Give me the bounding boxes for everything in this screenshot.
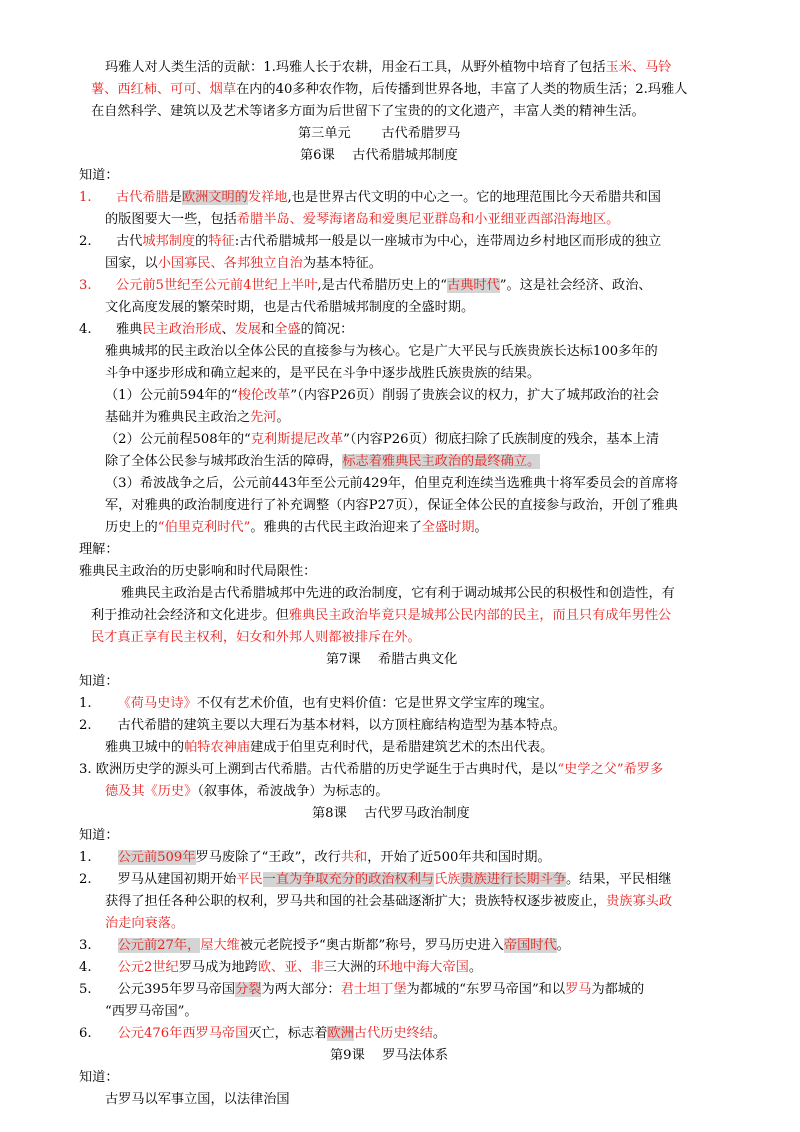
text-span: 古典时代 bbox=[447, 278, 500, 293]
text-span: 克利斯提尼改革 bbox=[250, 432, 344, 447]
l6-item1-line2 bbox=[105, 210, 619, 229]
l8-item1 bbox=[79, 848, 551, 867]
text-span: 古代 bbox=[116, 234, 143, 249]
text-span: 分裂 bbox=[235, 982, 262, 997]
text-span: 2. bbox=[79, 872, 92, 887]
text-span: 历史上的 bbox=[105, 520, 158, 535]
text-span: ”（内容P26页）彻底扫除了氏族制度的残余，基本上清 bbox=[343, 432, 660, 447]
l6-item2-line2 bbox=[105, 254, 382, 273]
l6-lijie-title: 雅典民主政治的历史影响和时代局限性： bbox=[79, 564, 317, 579]
text-span: 罗马 bbox=[565, 982, 592, 997]
text-span: 被元老院授予“奥古斯都”称号，罗马历史进入 bbox=[239, 938, 504, 953]
text-span: 不仅有艺术价值，也有史料价值：它是世界文学宝库的瑰宝。 bbox=[196, 696, 553, 711]
text-span: 和 bbox=[261, 322, 275, 337]
text-span: 公元2世纪 bbox=[117, 960, 179, 975]
l6-item4-line1 bbox=[116, 320, 353, 339]
text-span: 君士坦丁堡 bbox=[340, 982, 407, 997]
text-span: 灭亡，标志着 bbox=[248, 1026, 328, 1041]
l7-item2-sub bbox=[105, 738, 553, 757]
text-span: 公元395年罗马帝国 bbox=[117, 982, 236, 997]
text-span: 特征 bbox=[208, 234, 235, 249]
l8-item2-line1 bbox=[79, 870, 671, 889]
l6-p3-line2: 军，对雅典的政治制度进行了补充调整（内容P27页），保证全体公民的直接参与政治，开创了雅典 bbox=[105, 498, 678, 513]
text-span: 是 bbox=[168, 190, 182, 205]
text-span: 罗马废除了“王政”，改行 bbox=[195, 850, 341, 865]
text-span: 古代历史终结 bbox=[353, 1026, 433, 1041]
lesson9-zhidao: 知道： bbox=[79, 1070, 119, 1085]
l6-item4-line2: 雅典城邦的民主政治以全体公民的直接参与为核心。它是广大平民与氏族贵族长达标100多年的 bbox=[105, 344, 658, 359]
l6-p3-line3 bbox=[105, 518, 488, 537]
text-span: 为基本特征。 bbox=[302, 256, 382, 271]
text-span: 发展 bbox=[234, 322, 262, 337]
text-span: 标志着雅典民主政治的最终确立。 bbox=[342, 454, 541, 469]
text-span: “史学之父”希罗多 bbox=[557, 762, 664, 777]
text-span: 2. bbox=[79, 718, 92, 733]
text-span: 3. 欧洲历史学的源头可上溯到古代希腊。古代希腊的历史学诞生于古典时代，是以 bbox=[79, 762, 558, 777]
text-span: 获得了担任各种公职的权利，罗马共和国的社会基础逐渐扩大；贵族特权逐步被废止， bbox=[105, 894, 607, 909]
l6-item3-number: 3. bbox=[79, 278, 92, 293]
intro-crops: 玉米、马铃 bbox=[605, 60, 672, 75]
text-span: :古代希腊城邦一般是以一座城市为中心，连带周边乡村地区而形成的独立 bbox=[234, 234, 662, 249]
text-span: 利于推动社会经济和文化进步。但 bbox=[91, 608, 289, 623]
l6-item4-line3: 斗争中逐步形成和确立起来的，是平民在斗争中逐步战胜氏族贵族的结果。 bbox=[105, 366, 541, 381]
l6-lijie-line1: 雅典民主政治是古代希腊城邦中先进的政治制度，它有利于调动城邦公民的积极性和创造性，有 bbox=[121, 586, 675, 601]
l9-line1: 古罗马以军事立国，以法律治国 bbox=[105, 1092, 290, 1107]
text-span: 雅典民主政治毕竟只是城邦公民内部的民主，而且只有成年男性公 bbox=[288, 608, 672, 623]
intro-text: 玛雅人对人类生活的贡献：1.玛雅人长于农耕，用金石工具，从野外植物中培育了包括 bbox=[105, 60, 606, 75]
lesson7-zhidao: 知道： bbox=[79, 674, 119, 689]
text-span: 帕特农神庙 bbox=[184, 740, 251, 755]
text-span: 先河 bbox=[250, 410, 277, 425]
l6-lijie-line2 bbox=[91, 606, 671, 625]
text-span: ,也是世界古代文明的中心之一。它的地理范围比今天希腊共和国 bbox=[287, 190, 661, 205]
text-span: 小国寡民、各邦独立自治 bbox=[157, 256, 303, 271]
text-span: 古代希腊的建筑主要以大理石为基本材料，以方顶柱廊结构造型为基本特点。 bbox=[117, 718, 566, 733]
l7-item1 bbox=[79, 694, 553, 713]
l6-p2-line1 bbox=[105, 430, 659, 449]
text-span: 。雅典的古代民主政治迎来了 bbox=[250, 520, 422, 535]
text-span: 梭伦改革 bbox=[237, 388, 291, 403]
text-span: 5. bbox=[79, 982, 92, 997]
l8-item5-line1 bbox=[79, 980, 644, 999]
l6-item3-line2: 文化高度发展的繁荣时期，也是古代希腊城邦制度的全盛时期。 bbox=[105, 300, 475, 315]
text-span: 雅典卫城中的 bbox=[105, 740, 185, 755]
text-span: “伯里克利时代” bbox=[157, 520, 251, 535]
text-span: 雅典 bbox=[116, 322, 143, 337]
text-span: 。结果，平民相继 bbox=[565, 872, 672, 887]
l6-item2-line1 bbox=[116, 232, 661, 251]
text-span: 三大洲的 bbox=[323, 960, 377, 975]
text-span: 1. bbox=[79, 696, 92, 711]
text-span: 4. bbox=[79, 960, 92, 975]
text-span: 《荷马史诗》 bbox=[117, 696, 197, 711]
text-span: 。 bbox=[556, 938, 570, 953]
text-span: 国家，以 bbox=[105, 256, 158, 271]
text-span: 民主政治形成 bbox=[142, 322, 222, 337]
text-span: 基础并为雅典民主政治之 bbox=[105, 410, 251, 425]
lesson6-zhidao: 知道： bbox=[79, 168, 119, 183]
text-span: 发祥地 bbox=[247, 190, 288, 205]
text-span: 平民 bbox=[236, 872, 263, 887]
text-span: 建成于伯里克利时代，是希腊建筑艺术的杰出代表。 bbox=[250, 740, 554, 755]
text-span: 公元前5世纪至公元前4世纪上半叶 bbox=[116, 278, 318, 293]
text-span: 全盛 bbox=[274, 322, 301, 337]
text-span: 1. bbox=[79, 850, 92, 865]
lesson8-zhidao: 知道： bbox=[79, 828, 119, 843]
text-span: 城邦制度 bbox=[142, 234, 196, 249]
text-span: ,是古代希腊历史上的“ bbox=[317, 278, 448, 293]
text-span: 古代希腊 bbox=[116, 190, 169, 205]
l6-p1-line1 bbox=[105, 386, 659, 405]
lesson6-title: 第6课 古代希腊城邦制度 bbox=[300, 148, 458, 163]
text-span: 为两大部分： bbox=[261, 982, 341, 997]
text-span: （1）公元前594年的“ bbox=[105, 388, 238, 403]
l7-item2 bbox=[79, 716, 566, 735]
text-span: 帝国时代 bbox=[503, 938, 557, 953]
intro-crops-2: 薯、西红柿、可可、烟草 bbox=[91, 82, 237, 97]
l6-p2-line2 bbox=[105, 452, 540, 471]
text-span: 为都城的“东罗马帝国”和以 bbox=[406, 982, 566, 997]
l8-item3 bbox=[79, 936, 570, 955]
text-span: ”。这是社会经济、政治、 bbox=[499, 278, 652, 293]
l6-item1-line1 bbox=[116, 188, 661, 207]
text-span: 贵族寡头政 bbox=[606, 894, 673, 909]
text-span: 共和 bbox=[340, 850, 368, 865]
text-span: 罗马成为地跨 bbox=[178, 960, 258, 975]
text-span: 。 bbox=[468, 960, 483, 975]
l6-item1-number: 1. bbox=[79, 190, 92, 205]
text-span: 公元前509年 bbox=[117, 850, 196, 865]
text-span: 希腊半岛、爱琴海诸岛和爱奥尼亚群岛和小亚细亚西部沿海地区。 bbox=[236, 212, 620, 227]
text-span: 。 bbox=[276, 410, 290, 425]
text-span: 屋大维 bbox=[200, 938, 240, 953]
text-span: 公元前27年， bbox=[117, 938, 201, 953]
lesson7-title: 第7课 希腊古典文化 bbox=[326, 652, 458, 667]
text-span: 欧、亚、非 bbox=[257, 960, 324, 975]
l6-p1-line2 bbox=[105, 408, 290, 427]
l6-item2-number: 2. bbox=[79, 234, 92, 249]
text-span: （2）公元前程508年的“ bbox=[105, 432, 251, 447]
l6-p3-line1: （3）希波战争之后，公元前443年至公元前429年，伯里克利连续当选雅典十将军委员会的首席将 bbox=[105, 476, 679, 491]
l8-item4 bbox=[79, 958, 482, 977]
text-span: 除了全体公民参与城邦政治生活的障碍， bbox=[105, 454, 343, 469]
text-span: 罗马从建国初期开始 bbox=[117, 872, 237, 887]
l7-item3-line2 bbox=[105, 782, 389, 801]
l8-item2-line2 bbox=[105, 892, 672, 911]
l7-item3-line1 bbox=[79, 760, 663, 779]
text-span: 为都城的 bbox=[591, 982, 645, 997]
l8-item5-line2: “西罗马帝国”。 bbox=[105, 1004, 198, 1019]
text-span: 欧洲 bbox=[327, 1026, 354, 1041]
text-span: 、 bbox=[221, 322, 235, 337]
text-span: 一直为争取充分的政治权利与 bbox=[262, 872, 435, 887]
unit-title: 第三单元 古代希腊罗马 bbox=[298, 126, 461, 141]
lesson9-title: 第9课 罗马法体系 bbox=[330, 1048, 449, 1063]
lesson6-lijie: 理解： bbox=[79, 542, 119, 557]
text-span: 氏族 bbox=[434, 872, 461, 887]
l6-item4-number: 4. bbox=[79, 322, 92, 337]
text-span: 。 bbox=[432, 1026, 447, 1041]
intro-text-2: 在内的40多种农作物，后传播到世界各地，丰富了人类的物质生活；2.玛雅人 bbox=[236, 82, 688, 97]
text-span: 环地中海大帝国 bbox=[376, 960, 469, 975]
text-span: 的简况： bbox=[300, 322, 354, 337]
text-span: 全盛时期 bbox=[421, 520, 475, 535]
text-span: 欧洲文明的 bbox=[181, 190, 248, 205]
text-span: 贵族 bbox=[460, 872, 487, 887]
intro-line-3: 在自然科学、建筑以及艺术等诸多方面为后世留下了宝贵的的文化遗产，丰富人类的精神生活。 bbox=[91, 104, 645, 119]
text-span: （叙事体，希波战争）为标志的。 bbox=[197, 784, 389, 799]
text-span: 公元476年西罗马帝国 bbox=[117, 1026, 249, 1041]
text-span: 的 bbox=[195, 234, 209, 249]
text-span: ”（内容P26页）削弱了贵族会议的权力，扩大了城邦政治的社会 bbox=[290, 388, 660, 403]
text-span: 德及其《历史》 bbox=[105, 784, 198, 799]
intro-line-2 bbox=[91, 80, 687, 99]
text-span: 进行长期斗争 bbox=[486, 872, 566, 887]
l8-item2-line3: 治走向衰落。 bbox=[105, 916, 185, 931]
l6-item3-line1 bbox=[116, 276, 652, 295]
lesson8-title: 第8课 古代罗马政治制度 bbox=[312, 806, 470, 821]
text-span: 3. bbox=[79, 938, 92, 953]
text-span: 。 bbox=[474, 520, 488, 535]
text-span: 的版图要大一些，包括 bbox=[105, 212, 237, 227]
intro-line-1 bbox=[105, 58, 671, 77]
text-span: 6. bbox=[79, 1026, 92, 1041]
l8-item6 bbox=[79, 1024, 446, 1043]
l6-lijie-line3: 民才真正享有民主权利，妇女和外邦人则都被排斥在外。 bbox=[91, 630, 421, 645]
text-span: ，开始了近500年共和国时期。 bbox=[367, 850, 551, 865]
